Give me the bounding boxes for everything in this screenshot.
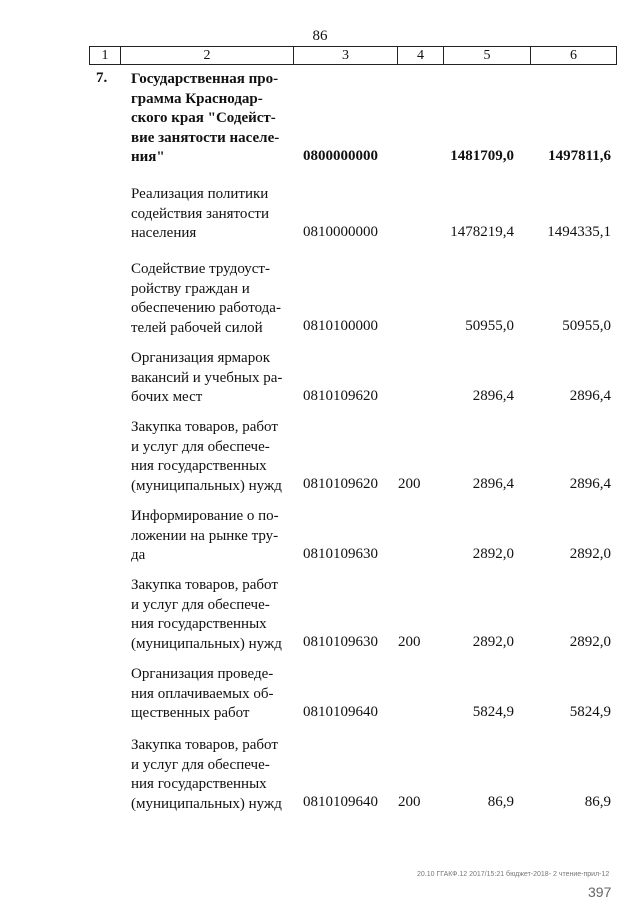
row-name-line: и услуг для обеспече- xyxy=(131,756,270,773)
row-expense-type: 200 xyxy=(398,476,421,492)
section-name-line: Государственная про- xyxy=(131,71,279,87)
row-code: 0810109620 xyxy=(303,388,378,404)
row-name-line: ния государственных xyxy=(131,776,267,792)
row-amount-col5: 2896,4 xyxy=(472,388,514,404)
row-amount-col6: 86,9 xyxy=(584,794,611,810)
row-name-line: (муниципальных) нужд xyxy=(131,635,282,652)
section-amount-col5: 1481709,0 xyxy=(450,148,514,164)
row-code: 0810109630 xyxy=(303,634,378,650)
header-col-4: 4 xyxy=(398,47,444,64)
row-name-line: Закупка товаров, работ xyxy=(131,737,278,753)
section-code: 0800000000 xyxy=(303,148,378,164)
row-amount-col6: 2892,0 xyxy=(569,546,611,562)
row-name-line: ния государственных xyxy=(131,616,267,632)
handwritten-page-number: 397 xyxy=(588,884,612,900)
table-header-row xyxy=(89,46,617,65)
section-name-line: вие занятости населе- xyxy=(131,129,280,146)
header-col-2: 2 xyxy=(121,47,294,64)
row-amount-col5: 50955,0 xyxy=(465,318,514,334)
row-name-line: Реализация политики xyxy=(131,186,269,202)
row-name-line: содействия занятости xyxy=(131,205,269,222)
row-code: 0810109630 xyxy=(303,546,378,562)
row-name xyxy=(131,665,289,724)
row-name-line: Закупка товаров, работ xyxy=(131,419,278,435)
row-amount-col6: 2896,4 xyxy=(569,476,611,492)
row-name-line: Организация проведе- xyxy=(131,666,274,682)
row-name-line: щественных работ xyxy=(131,705,250,721)
row-name-line: ройству граждан и xyxy=(131,280,250,297)
header-col-5: 5 xyxy=(444,47,531,64)
row-name-line: ния оплачиваемых об- xyxy=(131,685,274,702)
section-amount-col6: 1497811,6 xyxy=(548,148,611,164)
row-name-line: Содействие трудоуст- xyxy=(131,261,270,277)
row-code: 0810000000 xyxy=(303,224,378,240)
row-name-line: вакансий и учебных ра- xyxy=(131,369,283,386)
row-amount-col5: 2892,0 xyxy=(472,634,514,650)
row-amount-col5: 2892,0 xyxy=(472,546,514,562)
row-name-line: Информирование о по- xyxy=(131,508,279,524)
row-code: 0810100000 xyxy=(303,318,378,334)
row-amount-col5: 1478219,4 xyxy=(450,224,514,240)
row-name-line: (муниципальных) нужд xyxy=(131,795,282,812)
section-name-line: ния" xyxy=(131,149,165,165)
row-amount-col6: 5824,9 xyxy=(569,704,611,720)
row-amount-col6: 2896,4 xyxy=(569,388,611,404)
row-name-line: бочих мест xyxy=(131,389,203,405)
row-amount-col5: 5824,9 xyxy=(472,704,514,720)
row-name-line: да xyxy=(131,547,146,563)
section-number: 7. xyxy=(96,70,108,86)
section-name-line: ского края "Содейст- xyxy=(131,110,276,126)
row-amount-col6: 50955,0 xyxy=(562,318,611,334)
header-col-3: 3 xyxy=(294,47,398,64)
row-amount-col5: 86,9 xyxy=(487,794,514,810)
row-amount-col5: 2896,4 xyxy=(472,476,514,492)
row-name-line: и услуг для обеспече- xyxy=(131,596,270,613)
section-name xyxy=(131,70,289,168)
header-col-1: 1 xyxy=(90,47,121,64)
row-name-line: телей рабочей силой xyxy=(131,319,263,336)
row-amount-col6: 2892,0 xyxy=(569,634,611,650)
row-amount-col6: 1494335,1 xyxy=(547,224,611,240)
row-name-line: обеспечению работода- xyxy=(131,300,281,316)
header-col-6: 6 xyxy=(570,47,577,63)
row-name-line: населения xyxy=(131,225,197,241)
row-name xyxy=(131,185,289,244)
row-name-line: и услуг для обеспече- xyxy=(131,438,270,455)
section-name-line: грамма Краснодар- xyxy=(131,90,263,107)
row-code: 0810109620 xyxy=(303,476,378,492)
row-name-line: ния государственных xyxy=(131,458,267,474)
print-stamp: 20.10 ГГАКФ.12 2017/15:21 бюджет-2018- 2 чтение-прил-12 xyxy=(417,871,610,878)
row-expense-type: 200 xyxy=(398,794,421,810)
row-code: 0810109640 xyxy=(303,794,378,810)
row-name-line: Закупка товаров, работ xyxy=(131,577,278,593)
row-name xyxy=(131,260,289,338)
row-name xyxy=(131,576,289,654)
row-expense-type: 200 xyxy=(398,634,421,650)
page-number: 86 xyxy=(312,28,328,44)
row-code: 0810109640 xyxy=(303,704,378,720)
row-name-line: Организация ярмарок xyxy=(131,350,270,366)
row-name-line: ложении на рынке тру- xyxy=(131,527,279,544)
row-name xyxy=(131,349,289,408)
row-name xyxy=(131,507,289,566)
row-name xyxy=(131,418,289,496)
row-name xyxy=(131,736,289,814)
row-name-line: (муниципальных) нужд xyxy=(131,477,282,494)
